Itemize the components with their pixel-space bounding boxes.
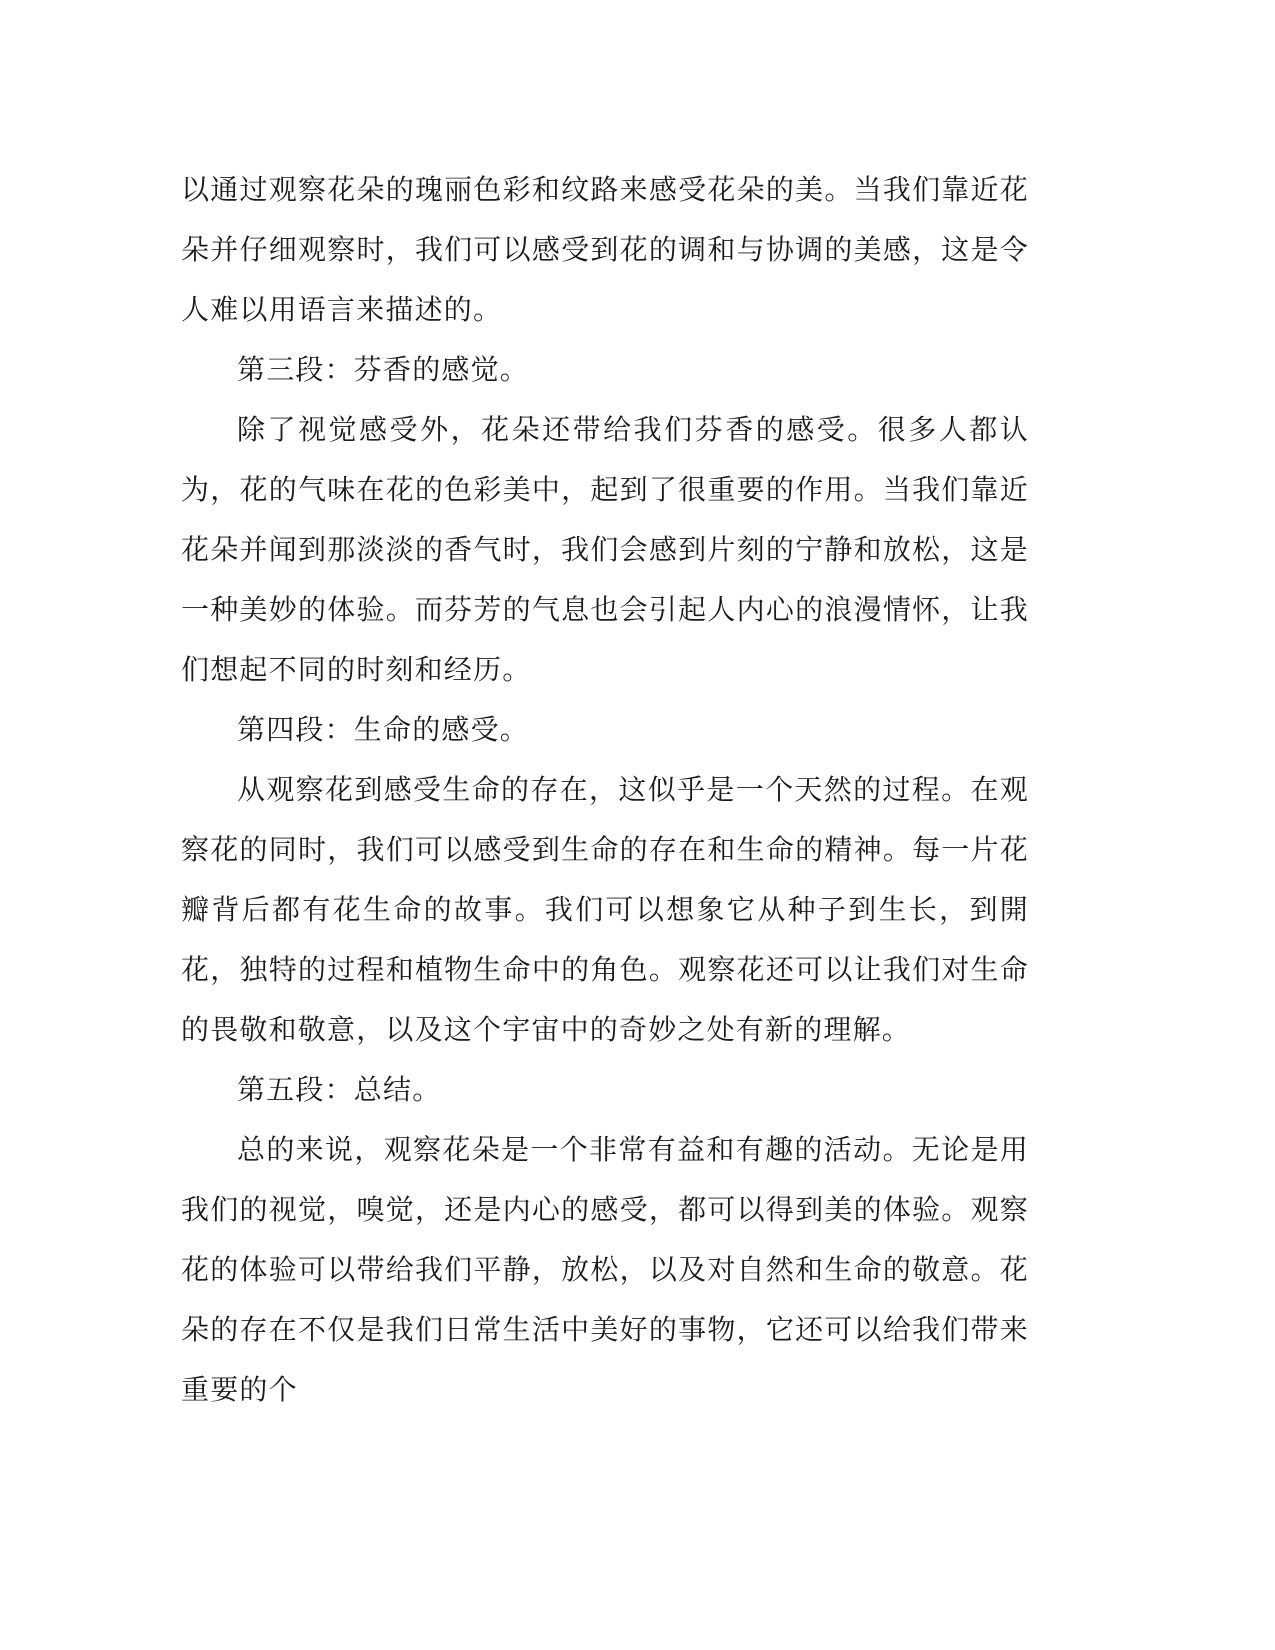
section-heading-3: 第三段：芬香的感觉。	[237, 353, 530, 386]
document-body	[181, 160, 1029, 1420]
paragraph-life: 从观察花到感受生命的存在，这似乎是一个天然的过程。在观察花的同时，我们可以感受到生命的存在和生命的精神。每一片花瓣背后都有花生命的故事。我们可以想象它从种子到生长，到開花，独特的过程和植物生命中的角色。观察花还可以让我们对生命的畏敬和敬意，以及这个宇宙中的奇妙之处有新的理解。	[181, 773, 1029, 1046]
paragraph-fragrance: 除了视觉感受外，花朵还带给我们芬香的感受。很多人都认为，花的气味在花的色彩美中，起到了很重要的作用。当我们靠近花朵并闻到那淡淡的香气时，我们会感到片刻的宁静和放松，这是一种美妙的体验。而芬芳的气息也会引起人内心的浪漫情怀，让我们想起不同的时刻和经历。	[181, 413, 1029, 686]
section-heading-4: 第四段：生命的感受。	[237, 713, 530, 746]
paragraph-summary: 总的来说，观察花朵是一个非常有益和有趣的活动。无论是用我们的视觉，嗅觉，还是内心的感受，都可以得到美的体验。观察花的体验可以带给我们平静，放松，以及对自然和生命的敬意。花朵的存在不仅是我们日常生活中美好的事物，它还可以给我们带来重要的个	[181, 1133, 1029, 1406]
paragraph-continuation: 以通过观察花朵的瑰丽色彩和纹路来感受花朵的美。当我们靠近花朵并仔细观察时，我们可以感受到花的调和与协调的美感，这是令人难以用语言来描述的。	[181, 173, 1029, 326]
section-heading-5: 第五段：总结。	[237, 1073, 442, 1106]
